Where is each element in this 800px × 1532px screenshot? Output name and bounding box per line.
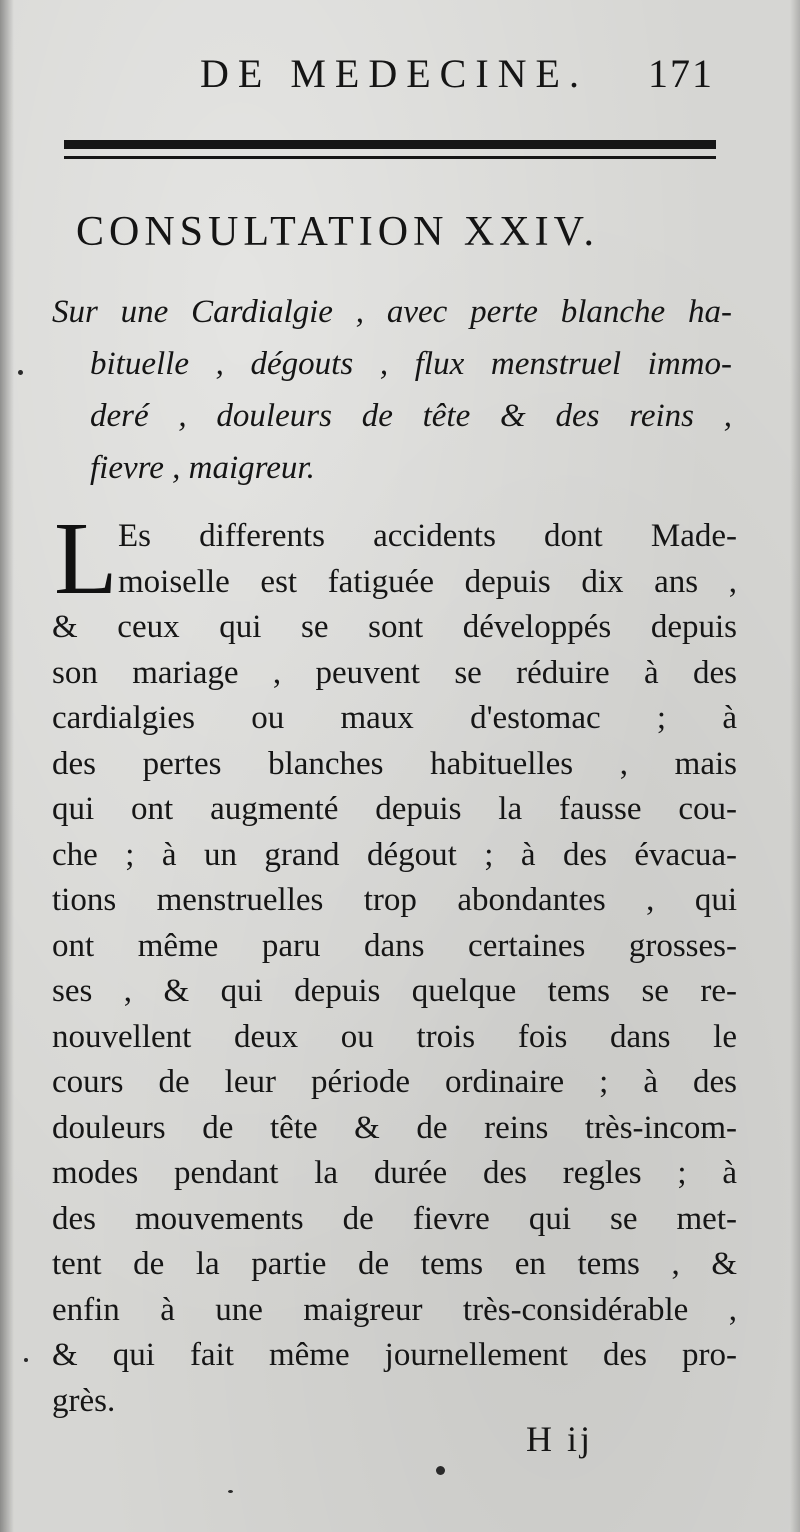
subtitle-line: deré , douleurs de tête & des reins , bbox=[90, 398, 732, 434]
page-number: 171 bbox=[648, 51, 714, 96]
body-line: des mouvements de fievre qui se met- bbox=[52, 1200, 737, 1237]
body-line: moiselle est fatiguée depuis dix ans , bbox=[118, 563, 737, 600]
body-line: ont même paru dans certaines grosses- bbox=[52, 927, 737, 964]
consultation-subtitle bbox=[52, 286, 732, 494]
subtitle-line: Sur une Cardialgie , avec perte blanche ha- bbox=[52, 294, 732, 330]
paper-speck bbox=[228, 1490, 233, 1493]
body-line: des pertes blanches habituelles , mais bbox=[52, 745, 737, 782]
body-line: cours de leur période ordinaire ; à des bbox=[52, 1064, 737, 1100]
body-line: cardialgies ou maux d'estomac ; à bbox=[52, 700, 737, 736]
body-line: ses , & qui depuis quelque tems se re- bbox=[52, 973, 737, 1009]
body-paragraph bbox=[52, 501, 737, 1424]
subtitle-line: bituelle , dégouts , flux menstruel immo- bbox=[90, 346, 732, 382]
body-line: grès. bbox=[52, 1382, 116, 1419]
body-line: nouvellent deux ou trois fois dans le bbox=[52, 1018, 737, 1055]
paper-speck bbox=[436, 1466, 445, 1475]
subtitle-line: fievre , maigreur. bbox=[90, 450, 315, 486]
body-line: tions menstruelles trop abondantes , qui bbox=[52, 882, 737, 918]
body-line: qui ont augmenté depuis la fausse cou- bbox=[52, 791, 737, 827]
body-line: enfin à une maigreur très-considérable , bbox=[52, 1291, 737, 1328]
drop-cap-letter: L bbox=[54, 501, 118, 616]
signature-mark: H ij bbox=[526, 1419, 594, 1459]
body-line: son mariage , peuvent se réduire à des bbox=[52, 654, 737, 691]
body-line: tent de la partie de tems en tems , & bbox=[52, 1246, 737, 1282]
body-line: douleurs de tête & de reins très-incom- bbox=[52, 1109, 737, 1146]
paper-speck bbox=[18, 370, 23, 375]
consultation-title: CONSULTATION XXIV. bbox=[76, 209, 600, 255]
running-head-title: DE MEDECINE. bbox=[200, 51, 588, 96]
body-line: modes pendant la durée des regles ; à bbox=[52, 1155, 737, 1191]
header-rule-thin bbox=[64, 156, 716, 159]
paper-speck bbox=[24, 1358, 28, 1362]
body-line: Es differents accidents dont Made- bbox=[118, 518, 737, 554]
header-rule-thick bbox=[64, 140, 716, 149]
body-line: & ceux qui se sont développés depuis bbox=[52, 609, 737, 645]
body-line: & qui fait même journellement des pro- bbox=[52, 1337, 737, 1373]
body-line: che ; à un grand dégout ; à des évacua- bbox=[52, 836, 737, 873]
